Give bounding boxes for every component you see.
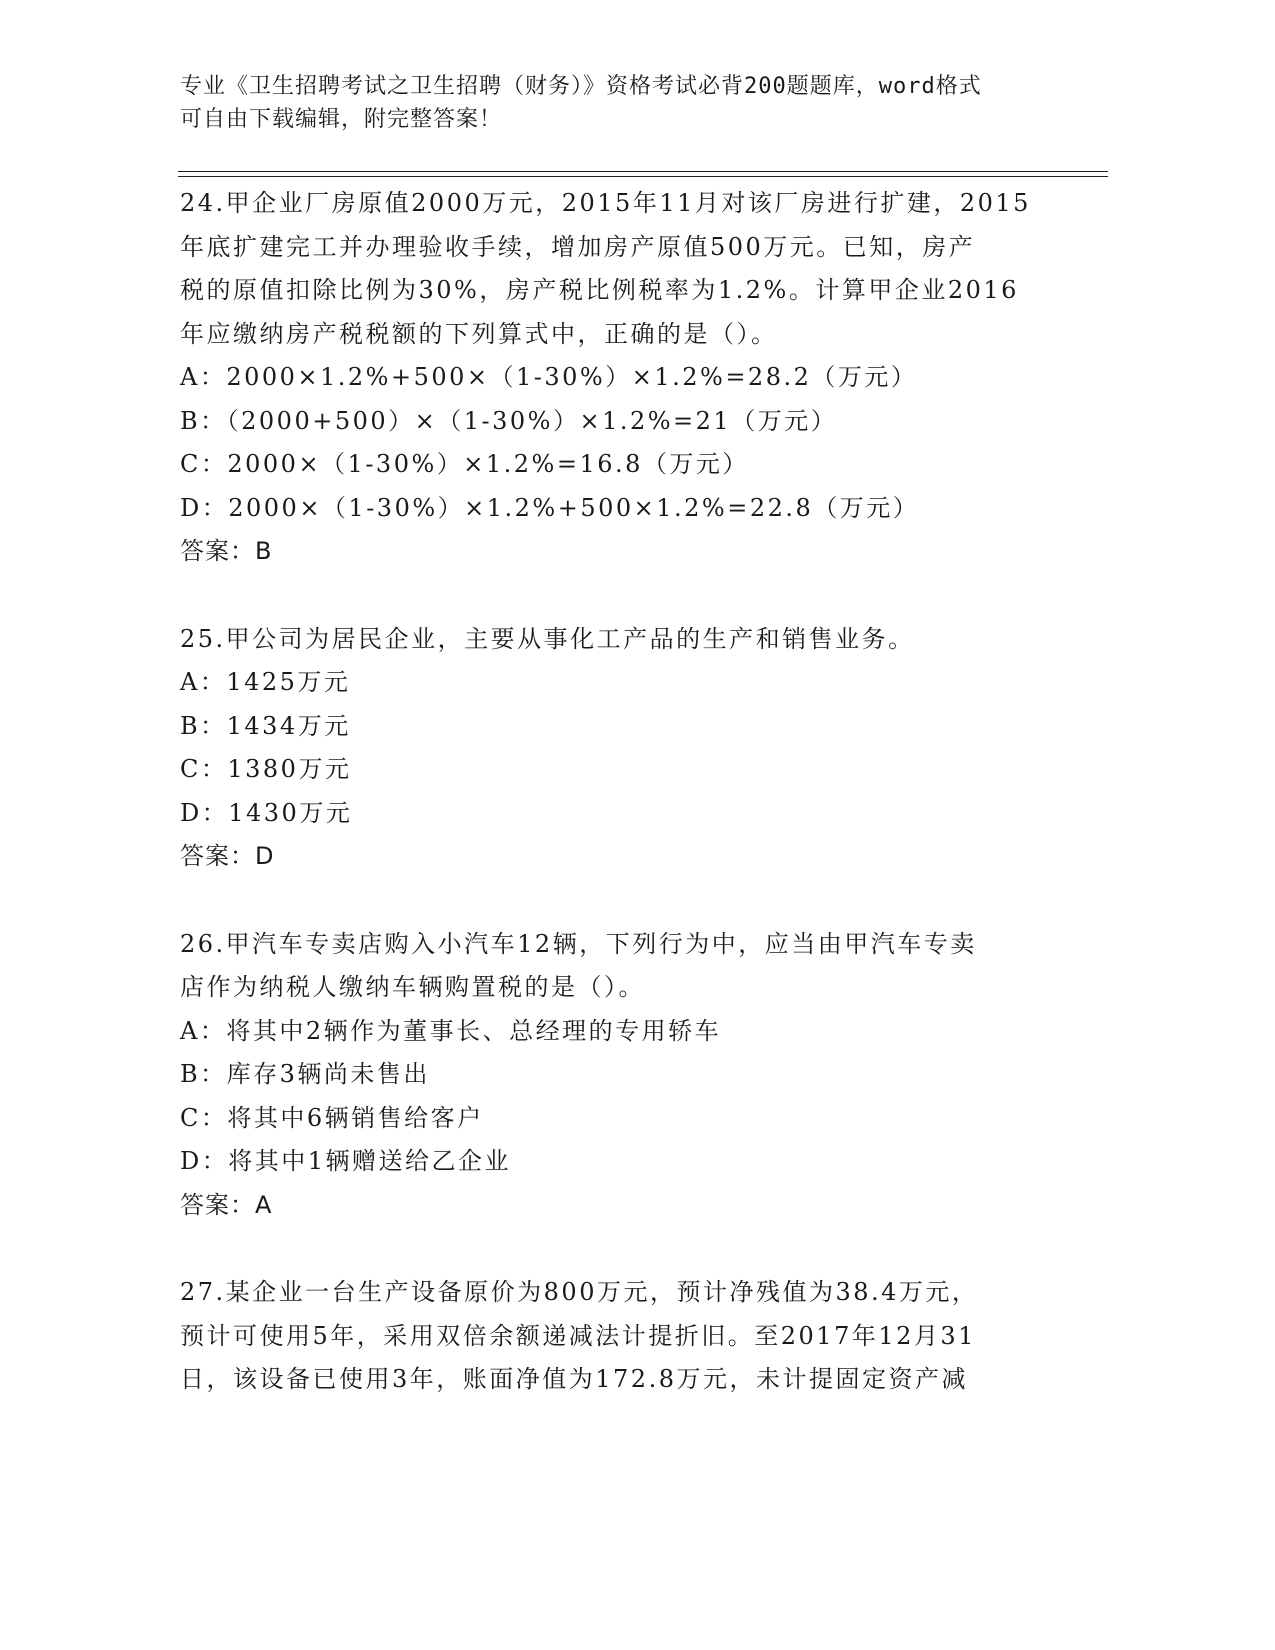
question-25 [180, 618, 1080, 879]
question-24 [180, 182, 1080, 574]
question-stem-line: 税的原值扣除比例为30%，房产税比例税率为1.2%。计算甲企业2016 [180, 276, 1019, 304]
option-a: A：将其中2辆作为董事长、总经理的专用轿车 [180, 1016, 722, 1045]
question-stem-line: 24.甲企业厂房原值2000万元，2015年11月对该厂房进行扩建，2015 [180, 189, 1031, 217]
option-d: D：将其中1辆赠送给乙企业 [180, 1147, 512, 1175]
question-26 [180, 923, 1080, 1228]
header-divider [178, 171, 1108, 172]
question-stem-line: 26.甲汽车专卖店购入小汽车12辆，下列行为中，应当由甲汽车专卖 [180, 929, 977, 958]
option-b: B：库存3辆尚未售出 [180, 1060, 430, 1088]
option-c: C：将其中6辆销售给客户 [180, 1103, 484, 1132]
answer-line: 答案：A [180, 1190, 273, 1219]
option-d: D：1430万元 [180, 798, 353, 827]
answer-line: 答案：D [180, 842, 275, 870]
option-b: B：1434万元 [180, 711, 351, 740]
option-c: C：2000×（1-30%）×1.2%=16.8（万元） [180, 450, 749, 478]
question-stem-line: 27.某企业一台生产设备原价为800万元，预计净残值为38.4万元， [180, 1278, 979, 1306]
option-b: B：（2000+500）×（1-30%）×1.2%=21（万元） [180, 406, 838, 435]
question-27 [180, 1271, 1080, 1402]
question-stem-line: 日，该设备已使用3年，账面净值为172.8万元，未计提固定资产减 [180, 1365, 968, 1393]
option-a: A：1425万元 [180, 668, 351, 696]
question-list [180, 182, 1080, 1446]
question-stem-line: 年应缴纳房产税税额的下列算式中，正确的是（）。 [180, 319, 778, 348]
question-stem-line: 预计可使用5年，采用双倍余额递减法计提折旧。至2017年12月31 [180, 1321, 976, 1350]
question-stem-line: 年底扩建完工并办理验收手续，增加房产原值500万元。已知，房产 [180, 232, 976, 261]
header-line: 专业《卫生招聘考试之卫生招聘（财务）》资格考试必背200题题库，word格式 [180, 74, 982, 99]
option-a: A：2000×1.2%+500×（1-30%）×1.2%=28.2（万元） [180, 363, 918, 391]
option-d: D：2000×（1-30%）×1.2%+500×1.2%=22.8（万元） [180, 493, 920, 522]
document-header [180, 70, 1080, 136]
question-stem-line: 25.甲公司为居民企业，主要从事化工产品的生产和销售业务。 [180, 624, 915, 653]
header-divider [178, 176, 1108, 177]
option-c: C：1380万元 [180, 755, 352, 783]
question-stem-line: 店作为纳税人缴纳车辆购置税的是（）。 [180, 973, 645, 1001]
header-line: 可自由下载编辑，附完整答案！ [180, 107, 503, 132]
answer-line: 答案：B [180, 537, 273, 565]
